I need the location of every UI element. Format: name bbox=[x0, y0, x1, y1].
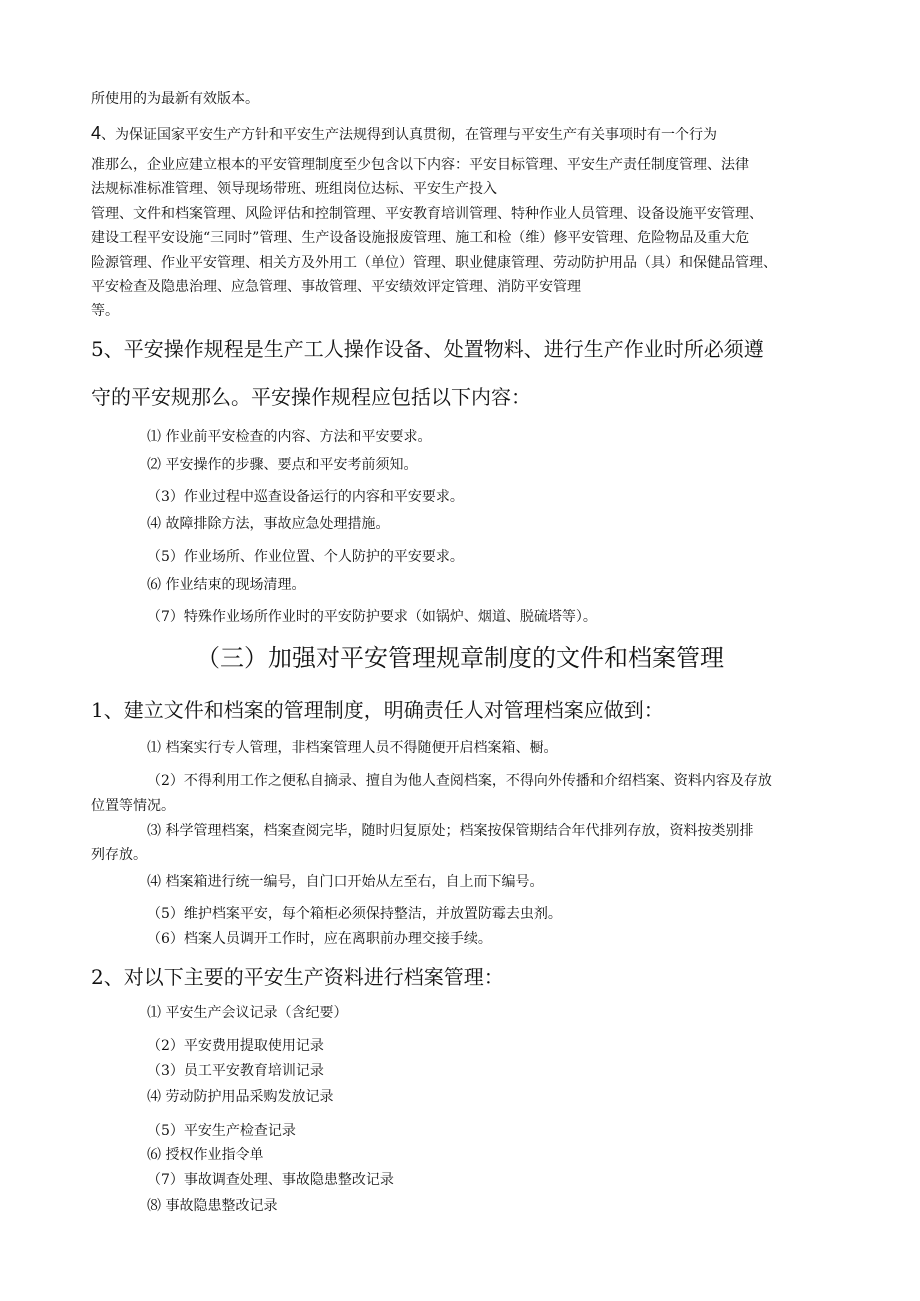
list-item: （5）作业场所、作业位置、个人防护的平安要求。 bbox=[147, 549, 464, 565]
list-item: ⑴ 作业前平安检查的内容、方法和平安要求。 bbox=[147, 429, 432, 445]
list-item: ⑶ 科学管理档案，档案查阅完毕，随时归复原处；档案按保管期结合年代排列存放，资料按类别排 bbox=[147, 823, 754, 839]
item-4-line-4: 管理、文件和档案管理、风险评估和控制管理、平安教育培训管理、特种作业人员管理、设备设施平安管理、 bbox=[91, 206, 763, 222]
subsection-2-title: 2、对以下主要的平安生产资料进行档案管理： bbox=[91, 965, 504, 989]
item-4-line-1: 4、为保证国家平安生产方针和平安生产法规得到认真贯彻，在管理与平安生产有关事项时有一个行为 bbox=[91, 123, 718, 143]
subsection-1-title: 1、建立文件和档案的管理制度，明确责任人对管理档案应做到： bbox=[91, 698, 664, 722]
list-item: ⑷ 故障排除方法，事故应急处理措施。 bbox=[147, 516, 390, 532]
list-item: （3）作业过程中巡查设备运行的内容和平安要求。 bbox=[147, 489, 464, 505]
list-item: ⑹ 作业结束的现场清理。 bbox=[147, 577, 306, 593]
list-item: ⑴ 档案实行专人管理，非档案管理人员不得随便开启档案箱、橱。 bbox=[147, 740, 558, 756]
section-heading: （三）加强对平安管理规章制度的文件和档案管理 bbox=[196, 644, 724, 672]
list-item: （5）维护档案平安，每个箱柜必须保持整洁，并放置防霉去虫剂。 bbox=[147, 906, 562, 922]
item-5-line-1: 5、平安操作规程是生产工人操作设备、处置物料、进行生产作业时所必须遵 bbox=[91, 337, 764, 361]
list-item: ⑴ 平安生产会议记录（含纪要） bbox=[147, 1005, 348, 1021]
list-item: （7）事故调查处理、事故隐患整改记录 bbox=[147, 1172, 394, 1188]
list-item-continuation: 位置等情况。 bbox=[91, 798, 175, 814]
paragraph-continuation: 所使用的为最新有效版本。 bbox=[91, 91, 259, 107]
list-item: ⑹ 授权作业指令单 bbox=[147, 1147, 264, 1163]
item-5-line-2: 守的平安规那么。平安操作规程应包括以下内容： bbox=[91, 385, 531, 409]
item-4-line-5: 建设工程平安设施“三同时”管理、生产设备设施报废管理、施工和检（维）修平安管理、危险物品及重大危 bbox=[91, 230, 750, 246]
item-4-line-7: 平安检查及隐患治理、应急管理、事故管理、平安绩效评定管理、消防平安管理 bbox=[91, 279, 581, 295]
list-item: （6）档案人员调开工作时，应在离职前办理交接手续。 bbox=[147, 931, 492, 947]
list-item: ⑷ 档案箱进行统一编号，自门口开始从左至右，自上而下编号。 bbox=[147, 874, 544, 890]
list-item: （2）不得利用工作之便私自摘录、擅自为他人查阅档案，不得向外传播和介绍档案、资料内容及存放 bbox=[147, 773, 772, 789]
item-4-line-3: 法规标准标准管理、领导现场带班、班组岗位达标、平安生产投入 bbox=[91, 181, 497, 197]
list-item: （5）平安生产检查记录 bbox=[147, 1123, 296, 1139]
list-item-continuation: 列存放。 bbox=[91, 847, 147, 863]
item-4-line-6: 险源管理、作业平安管理、相关方及外用工（单位）管理、职业健康管理、劳动防护用品（具）和保健品管理、 bbox=[91, 255, 777, 271]
list-item: ⑷ 劳动防护用品采购发放记录 bbox=[147, 1089, 334, 1105]
item-4-line-2: 准那么，企业应建立根本的平安管理制度至少包含以下内容：平安目标管理、平安生产责任制度管理、法律 bbox=[91, 157, 749, 173]
item-4-line-8: 等。 bbox=[91, 303, 119, 319]
list-item: （7）特殊作业场所作业时的平安防护要求（如锅炉、烟道、脱硫塔等）。 bbox=[147, 609, 597, 625]
list-item: ⑵ 平安操作的步骤、要点和平安考前须知。 bbox=[147, 457, 418, 473]
list-item: ⑻ 事故隐患整改记录 bbox=[147, 1198, 278, 1214]
list-item: （3）员工平安教育培训记录 bbox=[147, 1063, 324, 1079]
list-item: （2）平安费用提取使用记录 bbox=[147, 1038, 324, 1054]
item-4-number: 4 bbox=[91, 123, 102, 143]
